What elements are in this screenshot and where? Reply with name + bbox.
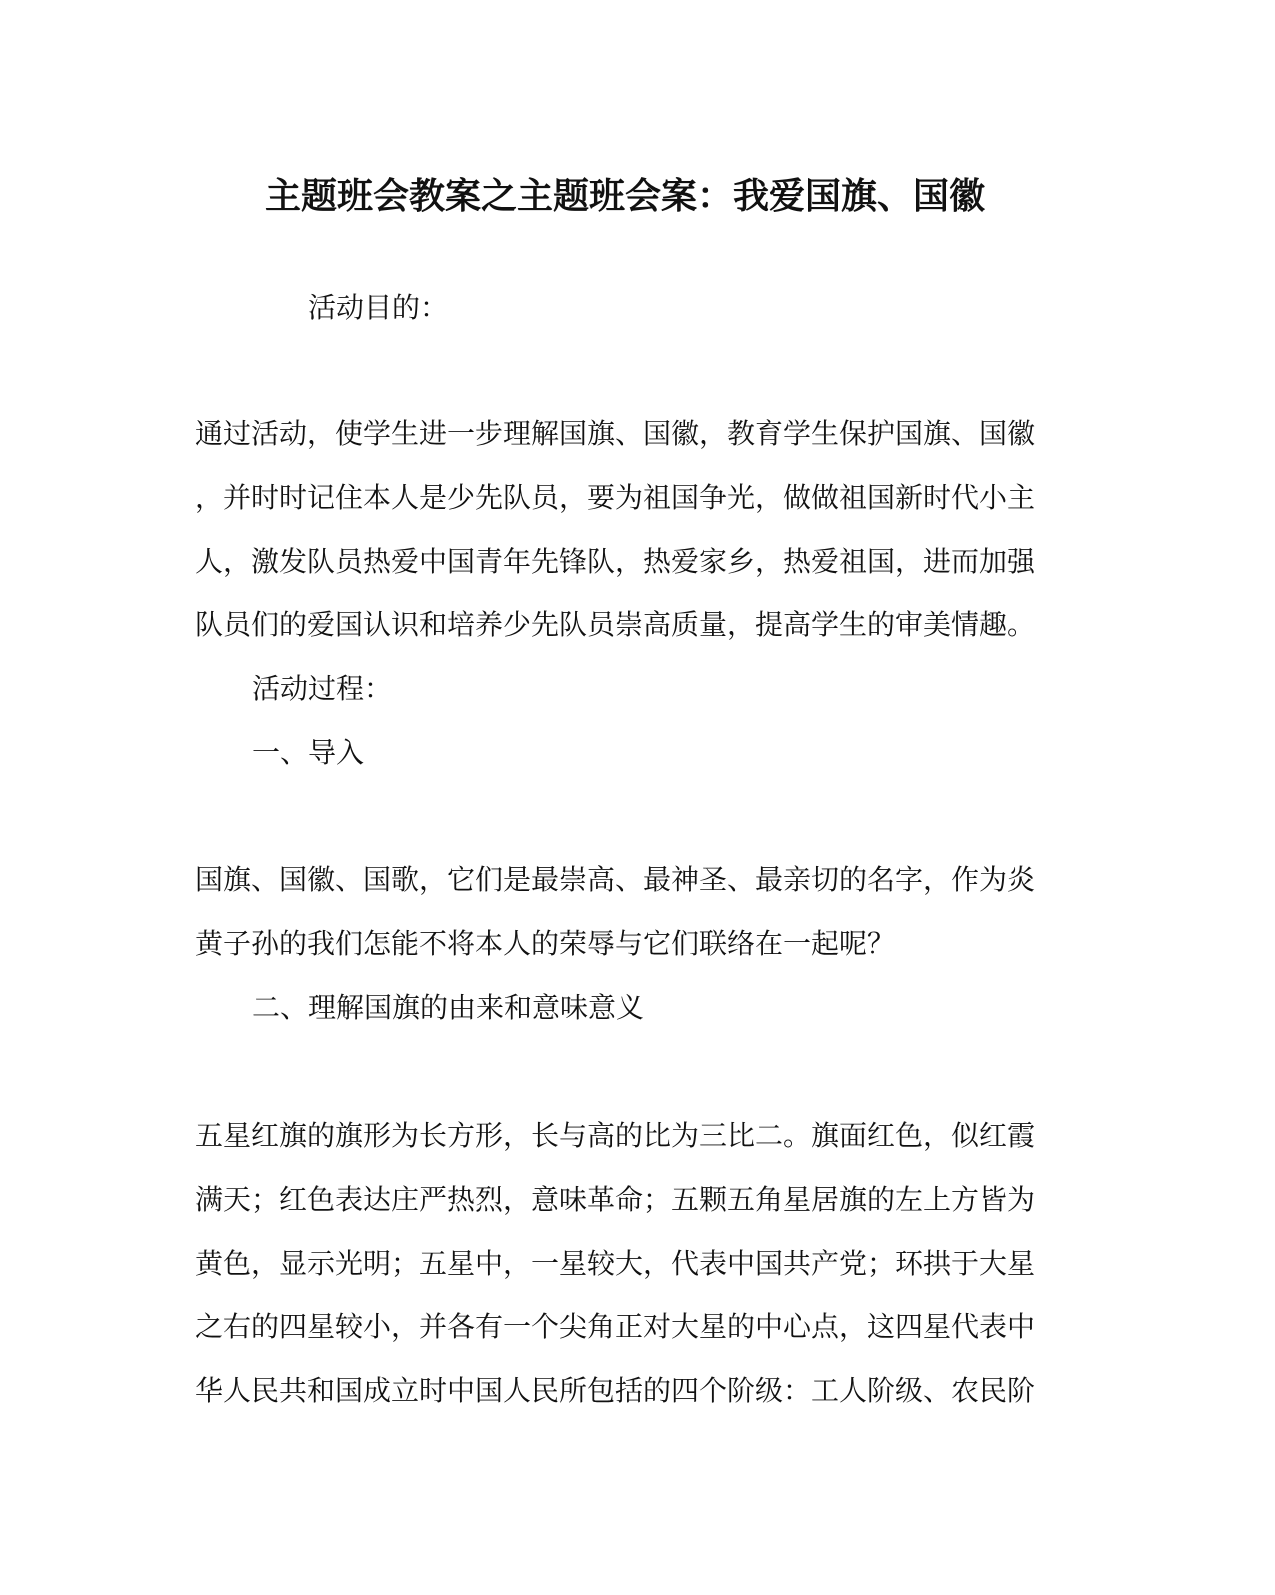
paragraph-line: 黄子孙的我们怎能不将本人的荣辱与它们联络在一起呢？: [195, 927, 896, 960]
document-title: 主题班会教案之主题班会案：我爱国旗、国徽: [264, 175, 985, 217]
section-heading-intro: 一、导入: [252, 736, 365, 769]
paragraph-line: 人，激发队员热爱中国青年先锋队，热爱家乡，热爱祖国，进而加强: [195, 545, 1036, 578]
paragraph-line: 之右的四星较小，并各有一个尖角正对大星的中心点，这四星代表中: [195, 1310, 1036, 1343]
paragraph-line: 华人民共和国成立时中国人民所包括的四个阶级：工人阶级、农民阶: [195, 1374, 1036, 1407]
paragraph-line: 队员们的爱国认识和培养少先队员崇高质量，提高学生的审美情趣。: [195, 608, 1036, 641]
section-heading-purpose: 活动目的：: [308, 291, 449, 324]
paragraph-line: 五星红旗的旗形为长方形，长与高的比为三比二。旗面红色，似红霞: [195, 1119, 1036, 1152]
paragraph-line: ，并时时记住本人是少先队员，要为祖国争光，做做祖国新时代小主: [195, 481, 1036, 514]
section-heading-flag-meaning: 二、理解国旗的由来和意味意义: [252, 991, 645, 1024]
paragraph-line: 国旗、国徽、国歌，它们是最崇高、最神圣、最亲切的名字，作为炎: [195, 863, 1036, 896]
paragraph-line: 满天；红色表达庄严热烈，意味革命；五颗五角星居旗的左上方皆为: [195, 1183, 1036, 1216]
paragraph-line: 黄色，显示光明；五星中，一星较大，代表中国共产党；环拱于大星: [195, 1247, 1036, 1280]
paragraph-line: 通过活动，使学生进一步理解国旗、国徽，教育学生保护国旗、国徽: [195, 417, 1036, 450]
section-heading-process: 活动过程：: [252, 672, 393, 705]
